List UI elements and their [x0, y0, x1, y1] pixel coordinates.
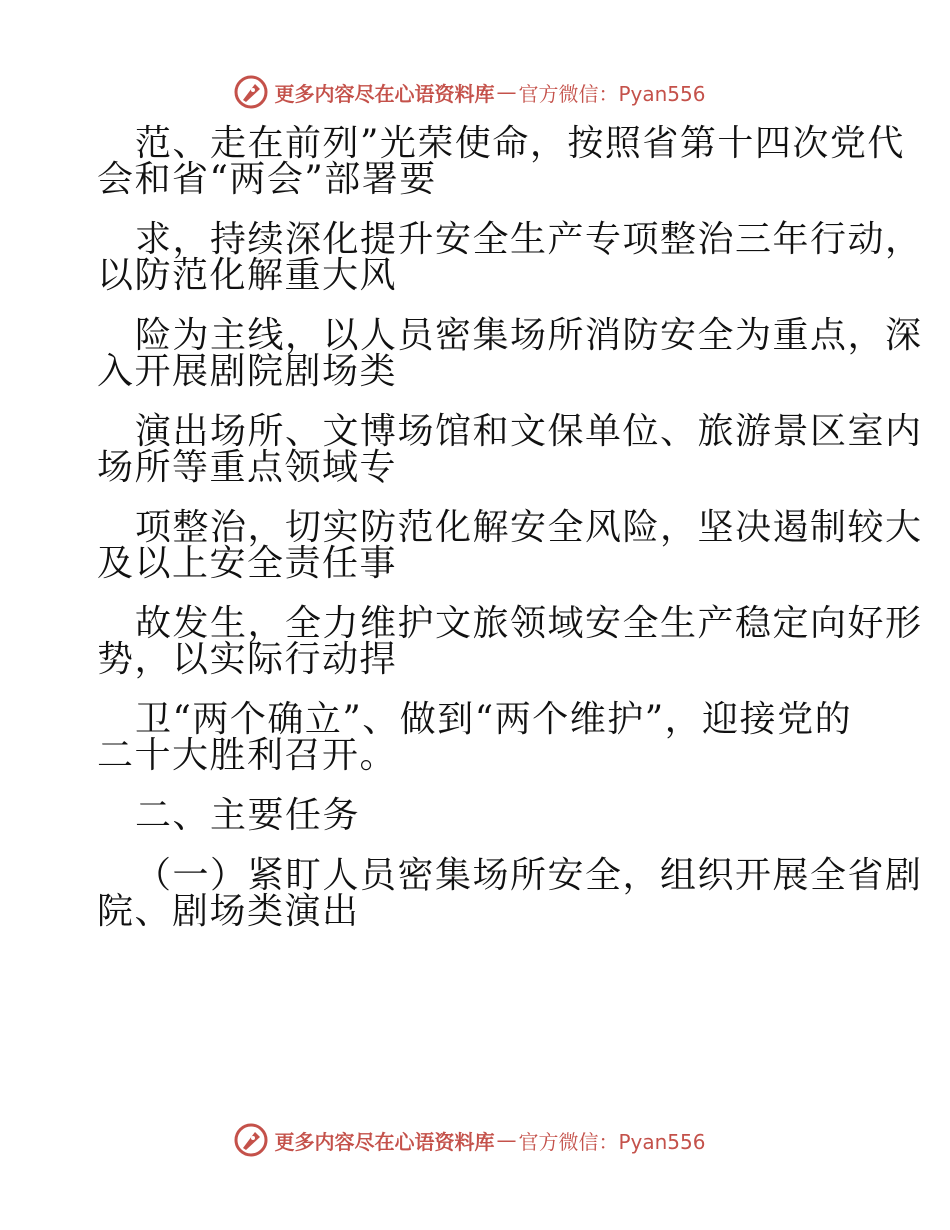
footer-dash: —	[496, 1128, 517, 1152]
subsection-heading: （一）紧盯人员密集场所安全，组织开展全省剧	[135, 855, 923, 896]
body-line: 范、走在前列”光荣使命，按照省第十四次党代	[135, 123, 905, 164]
body-line: 险为主线，以人员密集场所消防安全为重点，深	[135, 315, 923, 356]
body-line: 卫“两个确立”、做到“两个维护”，迎接党的	[135, 699, 853, 740]
body-line: 及以上安全责任事	[97, 543, 398, 584]
body-line: 势，以实际行动捍	[97, 639, 398, 680]
body-line: 故发生，全力维护文旅领域安全生产稳定向好形	[135, 603, 923, 644]
body-line: 场所等重点领域专	[97, 447, 398, 488]
footer-banner-inner	[234, 1123, 705, 1157]
body-line: 二十大胜利召开。	[97, 735, 398, 776]
body-line: 项整治，切实防范化解安全风险，坚决遏制较大	[135, 507, 923, 548]
footer-official-account: 官方微信：Pyan556	[518, 1129, 706, 1154]
document-body	[97, 123, 923, 932]
body-line: 演出场所、文博场馆和文保单位、旅游景区室内	[135, 411, 923, 452]
footer-banner	[0, 1120, 950, 1160]
body-line: 院、剧场类演出	[97, 891, 360, 932]
header-banner-inner	[234, 75, 705, 109]
body-line: 求，持续深化提升安全生产专项整治三年行动，	[135, 219, 923, 260]
pen-nib-logo-icon	[234, 1123, 268, 1157]
body-line: 会和省“两会”部署要	[97, 159, 437, 200]
header-banner	[0, 72, 950, 112]
header-official-account: 官方微信：Pyan556	[518, 81, 706, 106]
pen-nib-logo-icon	[234, 75, 268, 109]
header-brand-text: 更多内容尽在心语资料库	[274, 81, 495, 106]
body-line: 入开展剧院剧场类	[97, 351, 398, 392]
body-line: 以防范化解重大风	[97, 255, 398, 296]
footer-brand-text: 更多内容尽在心语资料库	[274, 1129, 495, 1154]
section-heading: 二、主要任务	[135, 795, 361, 836]
header-dash: —	[496, 80, 517, 104]
